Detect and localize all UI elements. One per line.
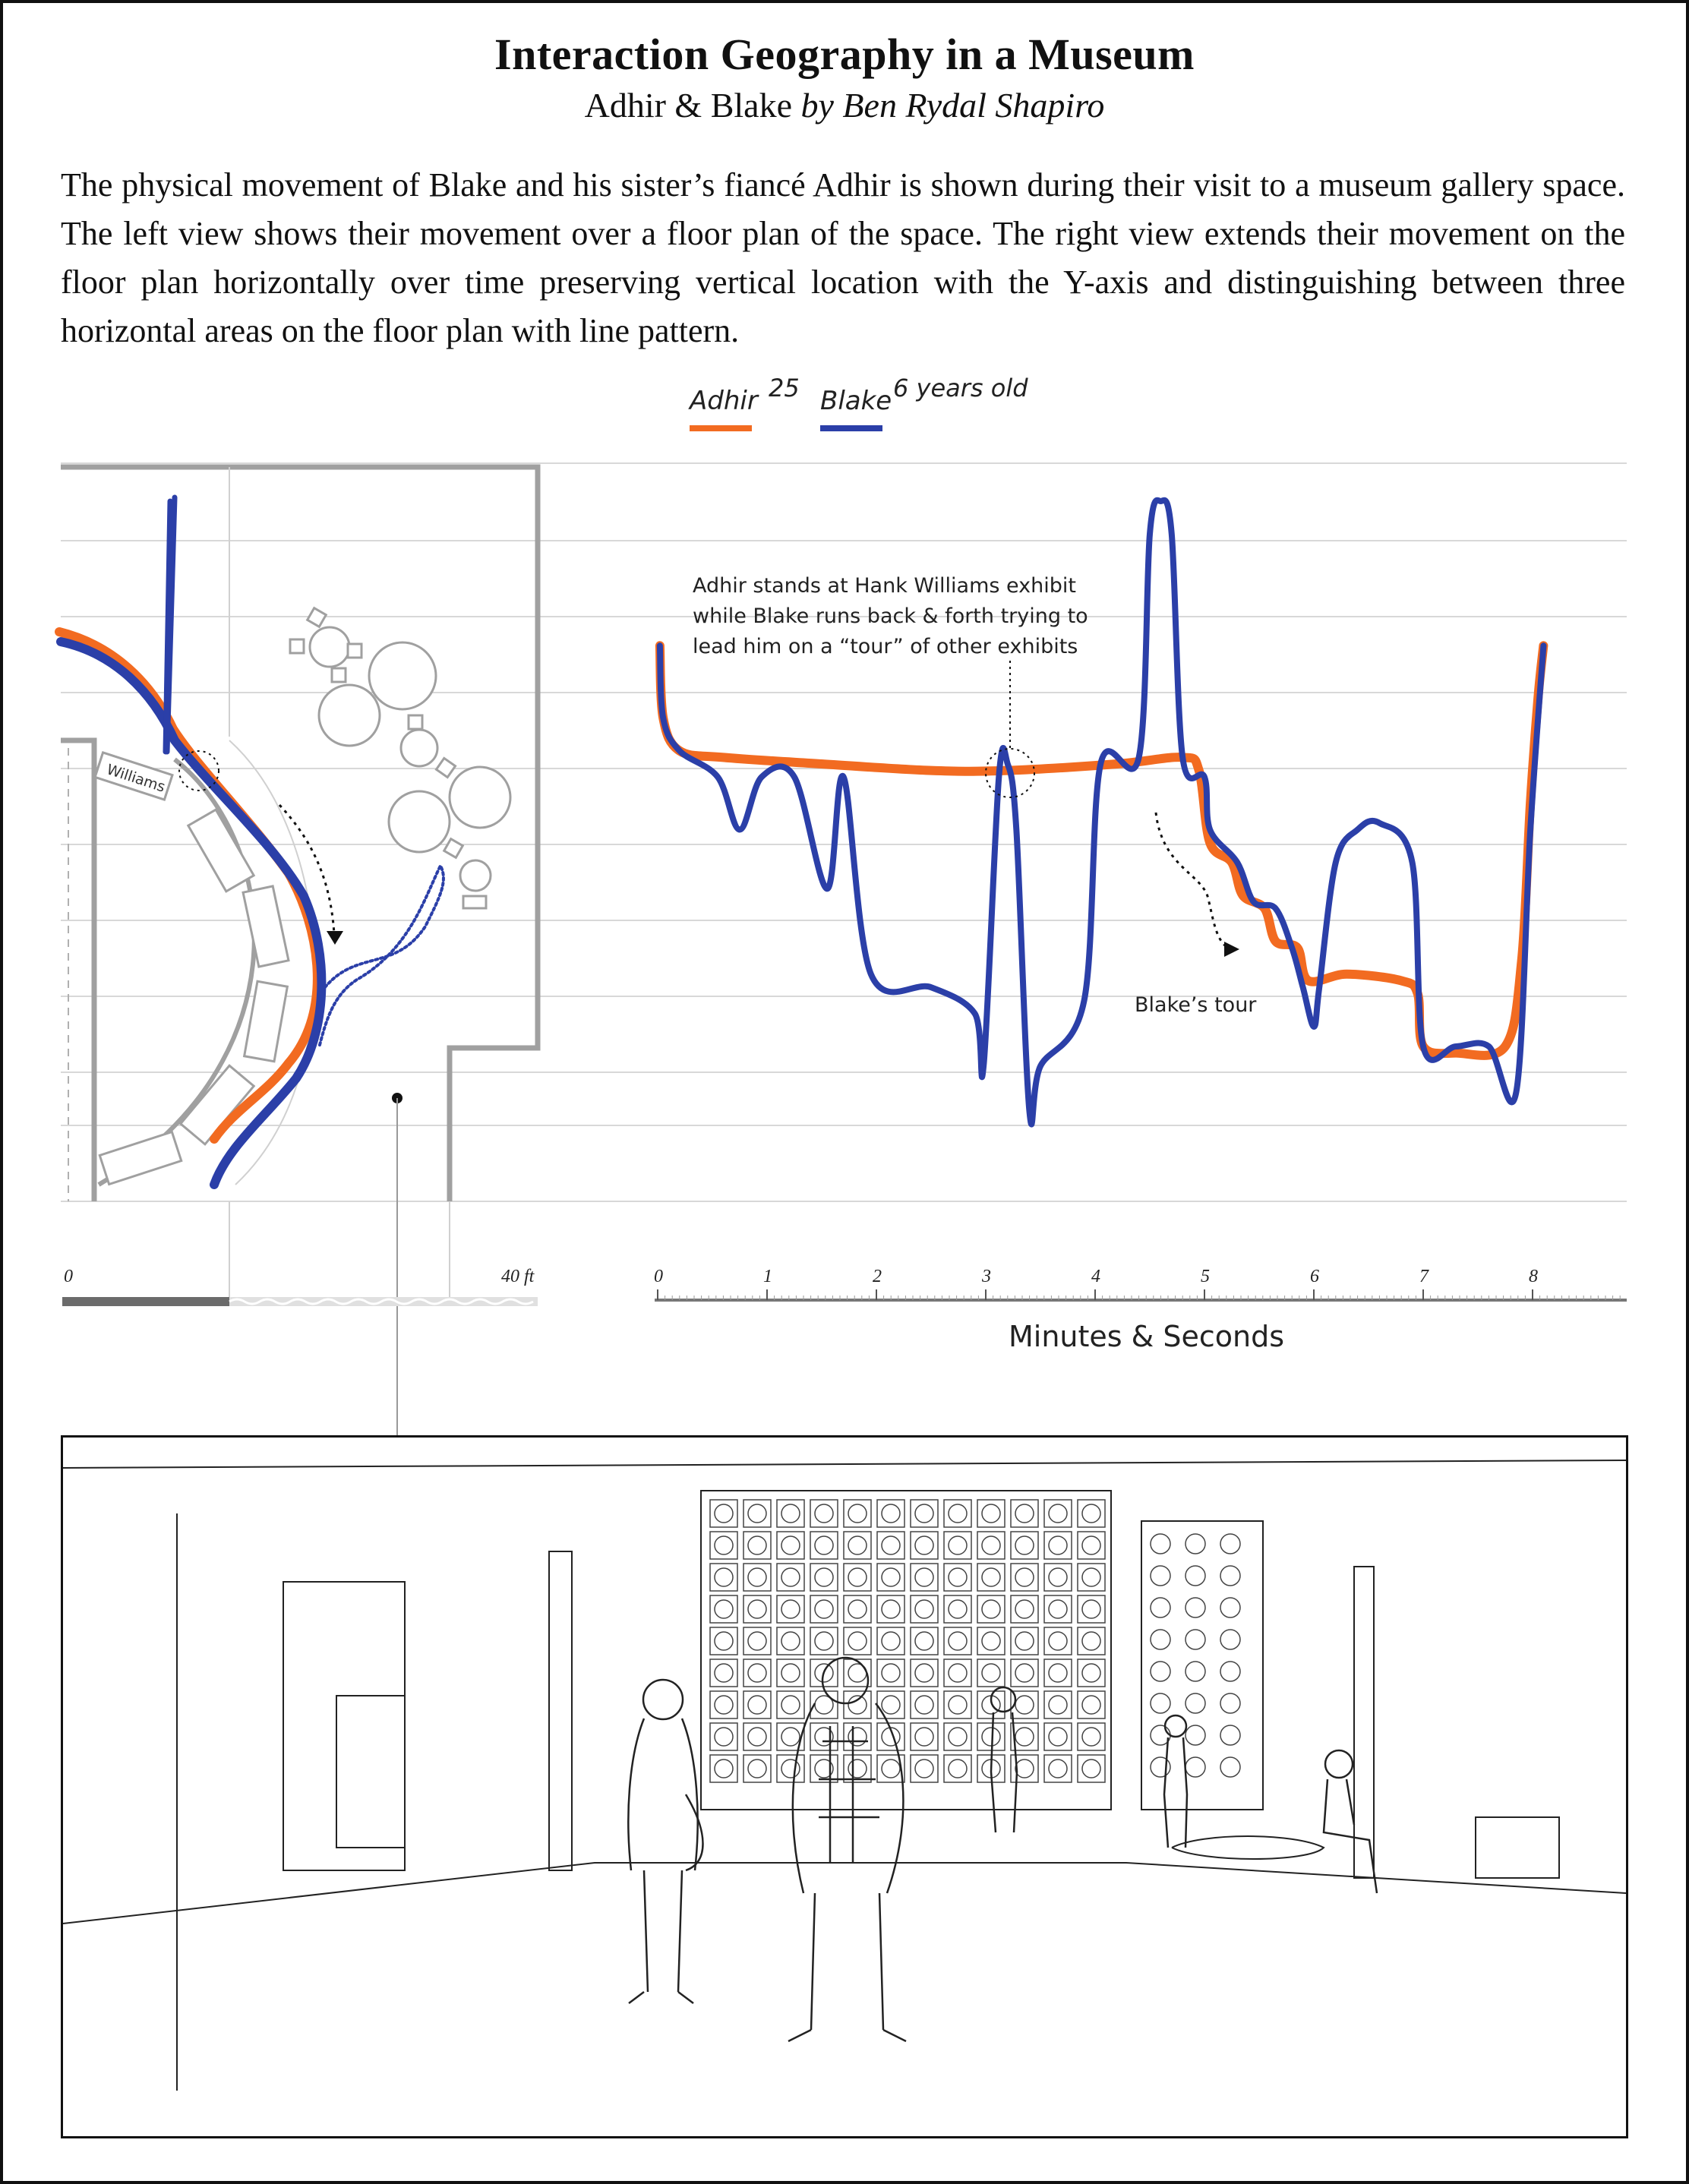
record-disc xyxy=(1015,1568,1034,1586)
record-disc xyxy=(1082,1760,1100,1778)
table xyxy=(369,642,436,709)
record-disc xyxy=(781,1504,800,1523)
record-disc xyxy=(949,1504,967,1523)
record-disc xyxy=(1082,1504,1100,1523)
record-disc xyxy=(848,1568,867,1586)
record-disc xyxy=(882,1696,900,1714)
timeline-axis xyxy=(655,1289,1627,1300)
record-disc xyxy=(882,1536,900,1554)
exhibit-panel xyxy=(336,1696,405,1848)
record-disc xyxy=(1220,1598,1240,1617)
column-right xyxy=(1354,1567,1374,1878)
record-disc xyxy=(781,1536,800,1554)
record-disc xyxy=(715,1632,733,1650)
record-disc xyxy=(1049,1760,1067,1778)
seat xyxy=(436,758,455,777)
record-disc xyxy=(1049,1600,1067,1618)
record-disc xyxy=(715,1664,733,1682)
record-disc xyxy=(1015,1632,1034,1650)
record-disc xyxy=(915,1632,933,1650)
record-disc xyxy=(915,1504,933,1523)
record-disc xyxy=(882,1600,900,1618)
record-disc xyxy=(1082,1664,1100,1682)
record-disc xyxy=(1015,1600,1034,1618)
seat xyxy=(348,644,361,658)
record-disc xyxy=(1049,1632,1067,1650)
annotation-line: Adhir stands at Hank Williams exhibit xyxy=(693,574,1076,598)
display-case xyxy=(99,1132,181,1185)
record-disc xyxy=(1220,1725,1240,1745)
seat xyxy=(444,839,463,858)
scale-start-label: 0 xyxy=(64,1267,73,1286)
floor-plan-paths xyxy=(59,497,444,1185)
legend-adhir-age: 25 xyxy=(769,374,800,402)
record-disc xyxy=(882,1760,900,1778)
tables-and-seats xyxy=(290,608,510,908)
x-axis-tick-label: 3 xyxy=(982,1267,991,1286)
record-disc xyxy=(1082,1632,1100,1650)
blake-floor-path xyxy=(61,642,321,1185)
table xyxy=(310,627,349,667)
table xyxy=(460,860,491,891)
seat xyxy=(332,668,346,682)
display-case xyxy=(245,981,288,1061)
visitor-background xyxy=(1164,1715,1187,1848)
record-disc xyxy=(748,1536,766,1554)
description-paragraph: The physical movement of Blake and his sister’s fiancé Adhir is shown during their visit to a museum gallery space. The left view shows their movement over a floor plan of the space. The right view extends their movement on the floor plan horizontally over time preserving vertical location with the Y-axis and distinguishing between three horizontal areas on the floor plan with line pattern. xyxy=(61,166,1625,349)
x-axis-tick-label: 5 xyxy=(1201,1267,1210,1286)
record-disc xyxy=(1220,1534,1240,1554)
x-axis-label: Minutes & Seconds xyxy=(1009,1320,1285,1353)
record-disc xyxy=(1185,1566,1205,1586)
record-disc xyxy=(949,1664,967,1682)
record-disc xyxy=(1185,1598,1205,1617)
record-disc xyxy=(1049,1664,1067,1682)
record-disc xyxy=(1220,1693,1240,1713)
scale-end-label: 40 ft xyxy=(501,1267,535,1286)
record-disc xyxy=(715,1728,733,1746)
record-grid xyxy=(710,1500,1240,1782)
record-disc xyxy=(1015,1504,1034,1523)
column-left xyxy=(549,1551,572,1870)
annotation-line: lead him on a “tour” of other exhibits xyxy=(693,635,1078,658)
museum-sketch xyxy=(63,1438,1626,2136)
adhir-floor-path xyxy=(59,632,317,1139)
table xyxy=(401,730,437,766)
exhibit-poster xyxy=(283,1582,405,1870)
record-disc xyxy=(1049,1568,1067,1586)
record-disc xyxy=(915,1568,933,1586)
record-disc xyxy=(949,1632,967,1650)
record-disc xyxy=(1049,1696,1067,1714)
x-axis-tick-label: 4 xyxy=(1091,1267,1100,1286)
record-disc xyxy=(815,1568,833,1586)
record-disc xyxy=(949,1760,967,1778)
williams-annotation xyxy=(693,571,1088,662)
record-disc xyxy=(848,1600,867,1618)
seat xyxy=(409,715,422,729)
record-disc xyxy=(982,1536,1000,1554)
record-disc xyxy=(1151,1662,1170,1681)
legend-blake-age: 6 years old xyxy=(893,374,1028,402)
x-axis-tick-label: 0 xyxy=(654,1267,663,1286)
record-disc xyxy=(1185,1725,1205,1745)
outer-wall xyxy=(61,467,538,1201)
record-disc xyxy=(748,1504,766,1523)
record-disc xyxy=(1185,1662,1205,1681)
page-title: Interaction Geography in a Museum xyxy=(494,30,1195,79)
annotation-line: while Blake runs back & forth trying to xyxy=(693,604,1088,628)
record-disc xyxy=(1049,1504,1067,1523)
record-disc xyxy=(1015,1664,1034,1682)
record-disc xyxy=(1185,1757,1205,1777)
record-disc xyxy=(949,1568,967,1586)
blake-floor-path-north xyxy=(166,497,175,752)
visitors xyxy=(628,1658,1377,2041)
record-disc xyxy=(848,1728,867,1746)
record-disc xyxy=(949,1536,967,1554)
record-disc xyxy=(781,1568,800,1586)
record-disc xyxy=(748,1600,766,1618)
record-disc xyxy=(882,1568,900,1586)
record-disc xyxy=(915,1728,933,1746)
record-disc xyxy=(1151,1566,1170,1586)
table xyxy=(450,767,510,828)
record-disc xyxy=(915,1664,933,1682)
record-disc xyxy=(815,1600,833,1618)
legend-adhir-name: Adhir xyxy=(690,386,758,416)
seat xyxy=(463,896,486,908)
record-disc xyxy=(1015,1696,1034,1714)
record-disc xyxy=(1185,1630,1205,1649)
record-disc xyxy=(715,1696,733,1714)
record-disc xyxy=(1185,1693,1205,1713)
x-axis-tick-label: 1 xyxy=(763,1267,772,1286)
record-disc xyxy=(848,1696,867,1714)
record-disc xyxy=(1015,1760,1034,1778)
record-disc xyxy=(1220,1566,1240,1586)
legend-blake-name: Blake xyxy=(820,386,892,416)
visitor-seated xyxy=(1324,1750,1377,1893)
record-disc xyxy=(982,1664,1000,1682)
record-disc xyxy=(949,1696,967,1714)
record-disc xyxy=(848,1536,867,1554)
record-disc xyxy=(915,1696,933,1714)
record-disc xyxy=(781,1664,800,1682)
record-disc xyxy=(748,1760,766,1778)
scale-bar xyxy=(62,1245,538,1306)
record-disc xyxy=(1049,1536,1067,1554)
floor-line xyxy=(63,1863,1626,1924)
record-disc xyxy=(949,1728,967,1746)
ceiling-line xyxy=(63,1460,1626,1468)
record-disc xyxy=(982,1600,1000,1618)
record-disc xyxy=(982,1504,1000,1523)
x-axis-tick-label: 2 xyxy=(873,1267,882,1286)
floor-plan xyxy=(61,467,538,1261)
record-disc xyxy=(781,1728,800,1746)
record-disc xyxy=(748,1568,766,1586)
table xyxy=(319,685,380,746)
record-wall-right xyxy=(1141,1521,1263,1810)
seat xyxy=(290,639,304,653)
x-axis-tick-label: 6 xyxy=(1310,1267,1319,1286)
record-disc xyxy=(748,1696,766,1714)
record-disc xyxy=(1082,1568,1100,1586)
record-disc xyxy=(715,1504,733,1523)
record-disc xyxy=(1220,1757,1240,1777)
record-disc xyxy=(1220,1662,1240,1681)
record-disc xyxy=(781,1600,800,1618)
record-disc xyxy=(1082,1728,1100,1746)
record-disc xyxy=(848,1760,867,1778)
round-bench xyxy=(1172,1836,1324,1859)
tour-time-arrow xyxy=(1156,813,1230,949)
record-disc xyxy=(848,1504,867,1523)
scale-bar-solid xyxy=(62,1297,229,1306)
record-disc xyxy=(1151,1693,1170,1713)
record-disc xyxy=(982,1728,1000,1746)
record-disc xyxy=(882,1632,900,1650)
curved-gallery-wall xyxy=(61,740,94,1201)
record-disc xyxy=(1082,1600,1100,1618)
record-disc xyxy=(715,1568,733,1586)
record-disc xyxy=(1151,1598,1170,1617)
record-disc xyxy=(1185,1534,1205,1554)
record-disc xyxy=(1151,1534,1170,1554)
visitor-woman xyxy=(628,1680,702,2003)
record-disc xyxy=(882,1504,900,1523)
blakes-tour-annotation: Blake’s tour xyxy=(1135,993,1257,1017)
record-disc xyxy=(915,1760,933,1778)
x-axis-tick-label: 8 xyxy=(1529,1267,1538,1286)
record-disc xyxy=(882,1664,900,1682)
record-disc xyxy=(748,1728,766,1746)
display-case xyxy=(243,886,289,967)
record-disc xyxy=(815,1632,833,1650)
subtitle-names: Adhir & Blake xyxy=(584,86,793,125)
record-disc xyxy=(715,1600,733,1618)
record-disc xyxy=(815,1504,833,1523)
exhibit-label-williams: Williams xyxy=(104,761,168,796)
record-disc xyxy=(748,1632,766,1650)
subtitle-byline: by Ben Rydal Shapiro xyxy=(800,86,1105,125)
record-disc xyxy=(848,1632,867,1650)
museum-gallery-photo xyxy=(61,1435,1628,2138)
visitor-man xyxy=(788,1658,906,2041)
record-disc xyxy=(982,1632,1000,1650)
record-disc xyxy=(781,1632,800,1650)
record-disc xyxy=(1082,1696,1100,1714)
record-disc xyxy=(1049,1728,1067,1746)
record-disc xyxy=(781,1696,800,1714)
table xyxy=(389,791,450,852)
x-axis-tick-label: 7 xyxy=(1419,1267,1429,1286)
record-disc xyxy=(1220,1630,1240,1649)
record-disc xyxy=(949,1600,967,1618)
record-disc xyxy=(982,1568,1000,1586)
floor-tour-arrowhead xyxy=(327,931,343,945)
record-disc xyxy=(715,1760,733,1778)
display-sign xyxy=(1476,1817,1559,1878)
record-disc xyxy=(1015,1728,1034,1746)
tour-time-arrowhead xyxy=(1224,942,1239,957)
record-disc xyxy=(715,1536,733,1554)
record-disc xyxy=(1015,1536,1034,1554)
record-disc xyxy=(1151,1630,1170,1649)
record-disc xyxy=(915,1536,933,1554)
record-disc xyxy=(781,1760,800,1778)
record-disc xyxy=(748,1664,766,1682)
record-disc xyxy=(915,1600,933,1618)
record-disc xyxy=(1082,1536,1100,1554)
record-disc xyxy=(815,1536,833,1554)
seat xyxy=(308,608,327,627)
blake-floor-path-tour xyxy=(319,866,444,1048)
